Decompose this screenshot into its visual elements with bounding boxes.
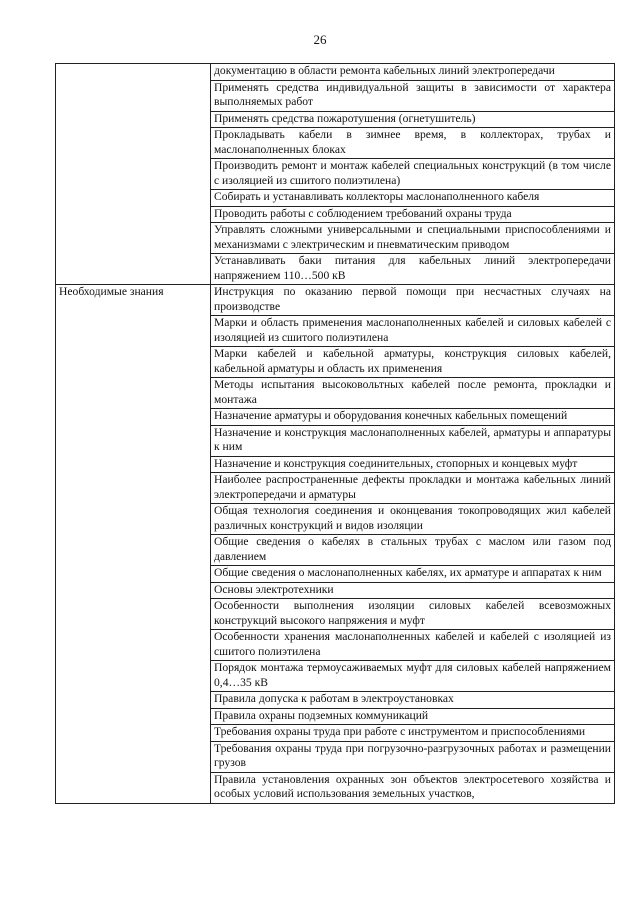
table-cell-text: Назначение арматуры и оборудования конечных кабельных помещений — [211, 409, 615, 426]
table-cell-text: Назначение и конструкция маслонаполненных кабелей, арматуры и аппаратуры к ним — [211, 425, 615, 456]
table-cell-text: Требования охраны труда при работе с инструментом и приспособлениями — [211, 725, 615, 742]
table-cell-text: Инструкция по оказанию первой помощи при несчастных случаях на производстве — [211, 285, 615, 316]
table-cell-text: документацию в области ремонта кабельных линий электропередачи — [211, 64, 615, 81]
table-cell-text: Прокладывать кабели в зимнее время, в коллекторах, трубах и маслонаполненных блоках — [211, 128, 615, 159]
table-cell-text: Производить ремонт и монтаж кабелей специальных конструкций (в том числе с изоляцией из сшитого полиэтилена) — [211, 159, 615, 190]
table-cell-text: Назначение и конструкция соединительных, стопорных и концевых муфт — [211, 456, 615, 473]
table-cell-text: Применять средства индивидуальной защиты в зависимости от характера выполняемых работ — [211, 80, 615, 111]
table-cell-text: Управлять сложными универсальными и специальными приспособлениями и механизмами с электрическим и пневматическим приводом — [211, 223, 615, 254]
page-bottom-margin — [55, 862, 615, 905]
table-cell-text: Собирать и устанавливать коллекторы маслонаполненного кабеля — [211, 190, 615, 207]
table-cell-text: Проводить работы с соблюдением требований охраны труда — [211, 206, 615, 223]
section-label-empty — [56, 64, 211, 285]
table-cell-text: Порядок монтажа термоусаживаемых муфт для силовых кабелей напряжением 0,4…35 кВ — [211, 661, 615, 692]
section-label: Необходимые знания — [56, 285, 211, 804]
table-cell-text: Применять средства пожаротушения (огнетушитель) — [211, 111, 615, 128]
table-cell-text: Правила допуска к работам в электроустановках — [211, 692, 615, 709]
table-cell-text: Правила охраны подземных коммуникаций — [211, 708, 615, 725]
table-cell-text: Особенности выполнения изоляции силовых кабелей всевозможных конструкций высокого напряжения и муфт — [211, 599, 615, 630]
table-cell-text: Основы электротехники — [211, 582, 615, 599]
page-number: 26 — [313, 32, 327, 47]
table-cell-text: Общие сведения о кабелях в стальных трубах с маслом или газом под давлением — [211, 535, 615, 566]
table-cell-text: Марки кабелей и кабельной арматуры, конструкция силовых кабелей, кабельной арматуры и область их применения — [211, 347, 615, 378]
table-cell-text: Марки и область применения маслонаполненных кабелей и силовых кабелей с изоляцией из сшитого полиэтилена — [211, 316, 615, 347]
table-cell-text: Методы испытания высоковольтных кабелей после ремонта, прокладки и монтажа — [211, 378, 615, 409]
table-cell-text: Устанавливать баки питания для кабельных линий электропередачи напряжением 110…500 кВ — [211, 254, 615, 285]
requirements-table — [55, 63, 615, 804]
table-cell-text: Правила установления охранных зон объектов электросетевого хозяйства и особых условий использования земельных участков, — [211, 772, 615, 803]
table-row — [56, 64, 615, 81]
table-cell-text: Общие сведения о маслонаполненных кабелях, их арматуре и аппаратах к ним — [211, 566, 615, 583]
table-cell-text: Наиболее распространенные дефекты прокладки и монтажа кабельных линий электропередачи и арматуры — [211, 473, 615, 504]
table-cell-text: Требования охраны труда при погрузочно-разгрузочных работах и размещении грузов — [211, 741, 615, 772]
table-row — [56, 285, 615, 316]
table-cell-text: Общая технология соединения и оконцевания токопроводящих жил кабелей различных конструкций и видов изоляции — [211, 504, 615, 535]
table-cell-text: Особенности хранения маслонаполненных кабелей и кабелей с изоляцией из сшитого полиэтилена — [211, 630, 615, 661]
